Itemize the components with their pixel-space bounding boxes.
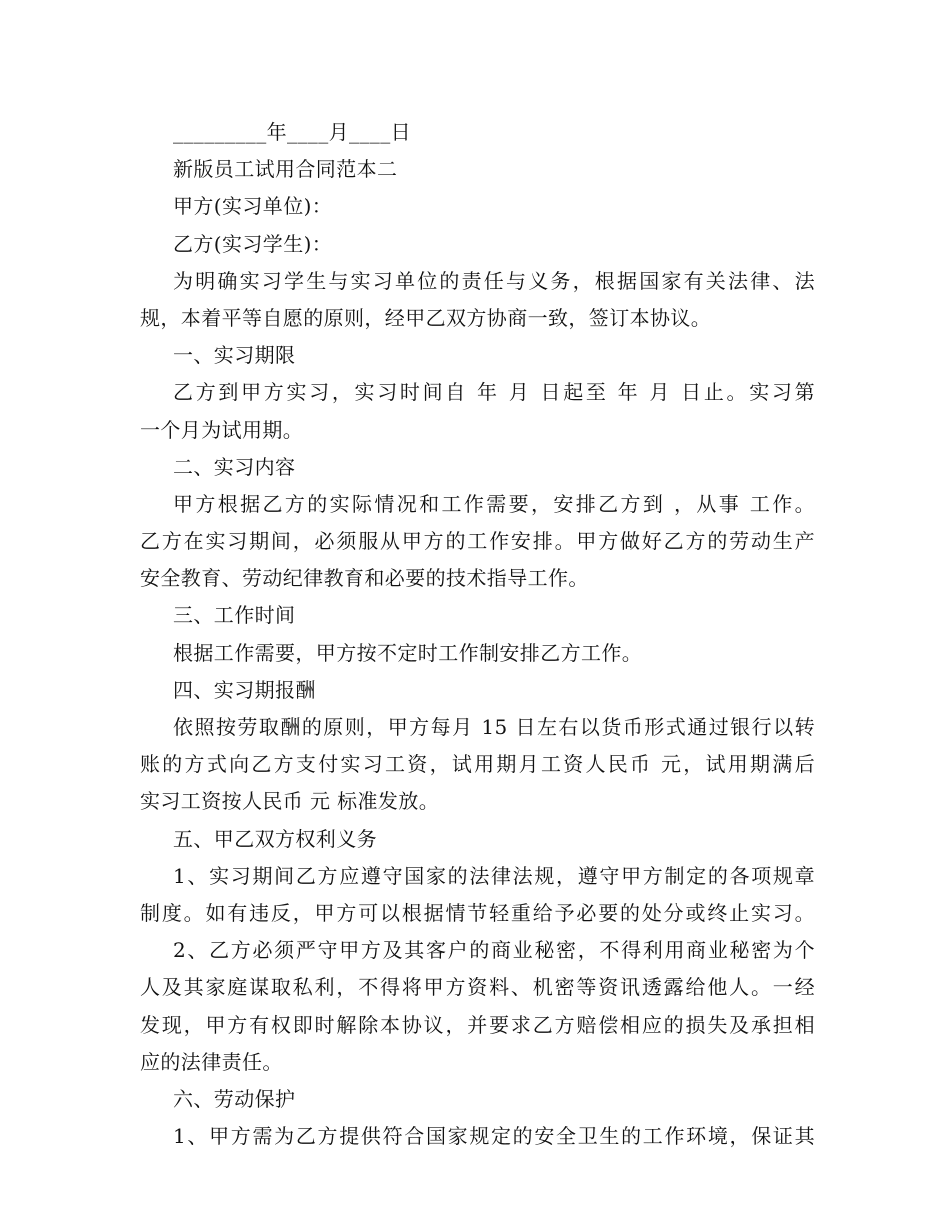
party-a-label: 甲方(实习单位)： bbox=[173, 194, 333, 219]
section-heading-5: 五、甲乙双方权利义务 bbox=[173, 826, 377, 851]
section-4-line-3: 实习工资按人民币 元 标准发放。 bbox=[140, 789, 440, 814]
section-5-item-2-line-1: 2、乙方必须严守甲方及其客户的商业秘密，不得利用商业秘密为个 bbox=[173, 938, 815, 963]
section-5-item-2-line-4: 应的法律责任。 bbox=[140, 1049, 283, 1074]
section-heading-1: 一、实习期限 bbox=[173, 343, 296, 368]
section-5-item-1-line-1: 1、实习期间乙方应遵守国家的法律法规，遵守甲方制定的各项规章 bbox=[173, 863, 815, 888]
section-6-item-1-line-1: 1、甲方需为乙方提供符合国家规定的安全卫生的工作环境，保证其 bbox=[173, 1124, 815, 1149]
section-5-item-1-line-2: 制度。如有违反，甲方可以根据情节轻重给予必要的处分或终止实习。 bbox=[140, 900, 815, 925]
section-heading-6: 六、劳动保护 bbox=[173, 1086, 296, 1111]
document-title: 新版员工试用合同范本二 bbox=[173, 157, 398, 182]
section-1-line-1: 乙方到甲方实习，实习时间自 年 月 日起至 年 月 日止。实习第 bbox=[173, 380, 815, 405]
document-page bbox=[140, 114, 815, 1155]
section-heading-3: 三、工作时间 bbox=[173, 603, 296, 628]
section-heading-2: 二、实习内容 bbox=[173, 454, 296, 479]
date-line: _________年____月____日 bbox=[173, 120, 411, 144]
preamble-line-2: 规，本着平等自愿的原则，经甲乙双方协商一致，签订本协议。 bbox=[140, 305, 712, 330]
party-b-label: 乙方(实习学生)： bbox=[173, 231, 333, 256]
section-2-line-2: 乙方在实习期间，必须服从甲方的工作安排。甲方做好乙方的劳动生产 bbox=[140, 529, 815, 554]
preamble-line-1: 为明确实习学生与实习单位的责任与义务，根据国家有关法律、法 bbox=[173, 268, 815, 293]
section-1-line-2: 一个月为试用期。 bbox=[140, 417, 304, 442]
section-5-item-2-line-2: 人及其家庭谋取私利，不得将甲方资料、机密等资讯透露给他人。一经 bbox=[140, 975, 815, 1000]
section-4-line-1: 依照按劳取酬的原则，甲方每月 15 日左右以货币形式通过银行以转 bbox=[173, 715, 815, 739]
section-heading-4: 四、实习期报酬 bbox=[173, 677, 316, 702]
section-4-line-2: 账的方式向乙方支付实习工资，试用期月工资人民币 元，试用期满后 bbox=[140, 752, 815, 777]
section-5-item-2-line-3: 发现，甲方有权即时解除本协议，并要求乙方赔偿相应的损失及承担相 bbox=[140, 1012, 815, 1037]
section-2-line-3: 安全教育、劳动纪律教育和必要的技术指导工作。 bbox=[140, 566, 589, 591]
section-3-line-1: 根据工作需要，甲方按不定时工作制安排乙方工作。 bbox=[173, 640, 643, 665]
section-2-line-1: 甲方根据乙方的实际情况和工作需要，安排乙方到 ，从事 工作。 bbox=[173, 491, 815, 516]
